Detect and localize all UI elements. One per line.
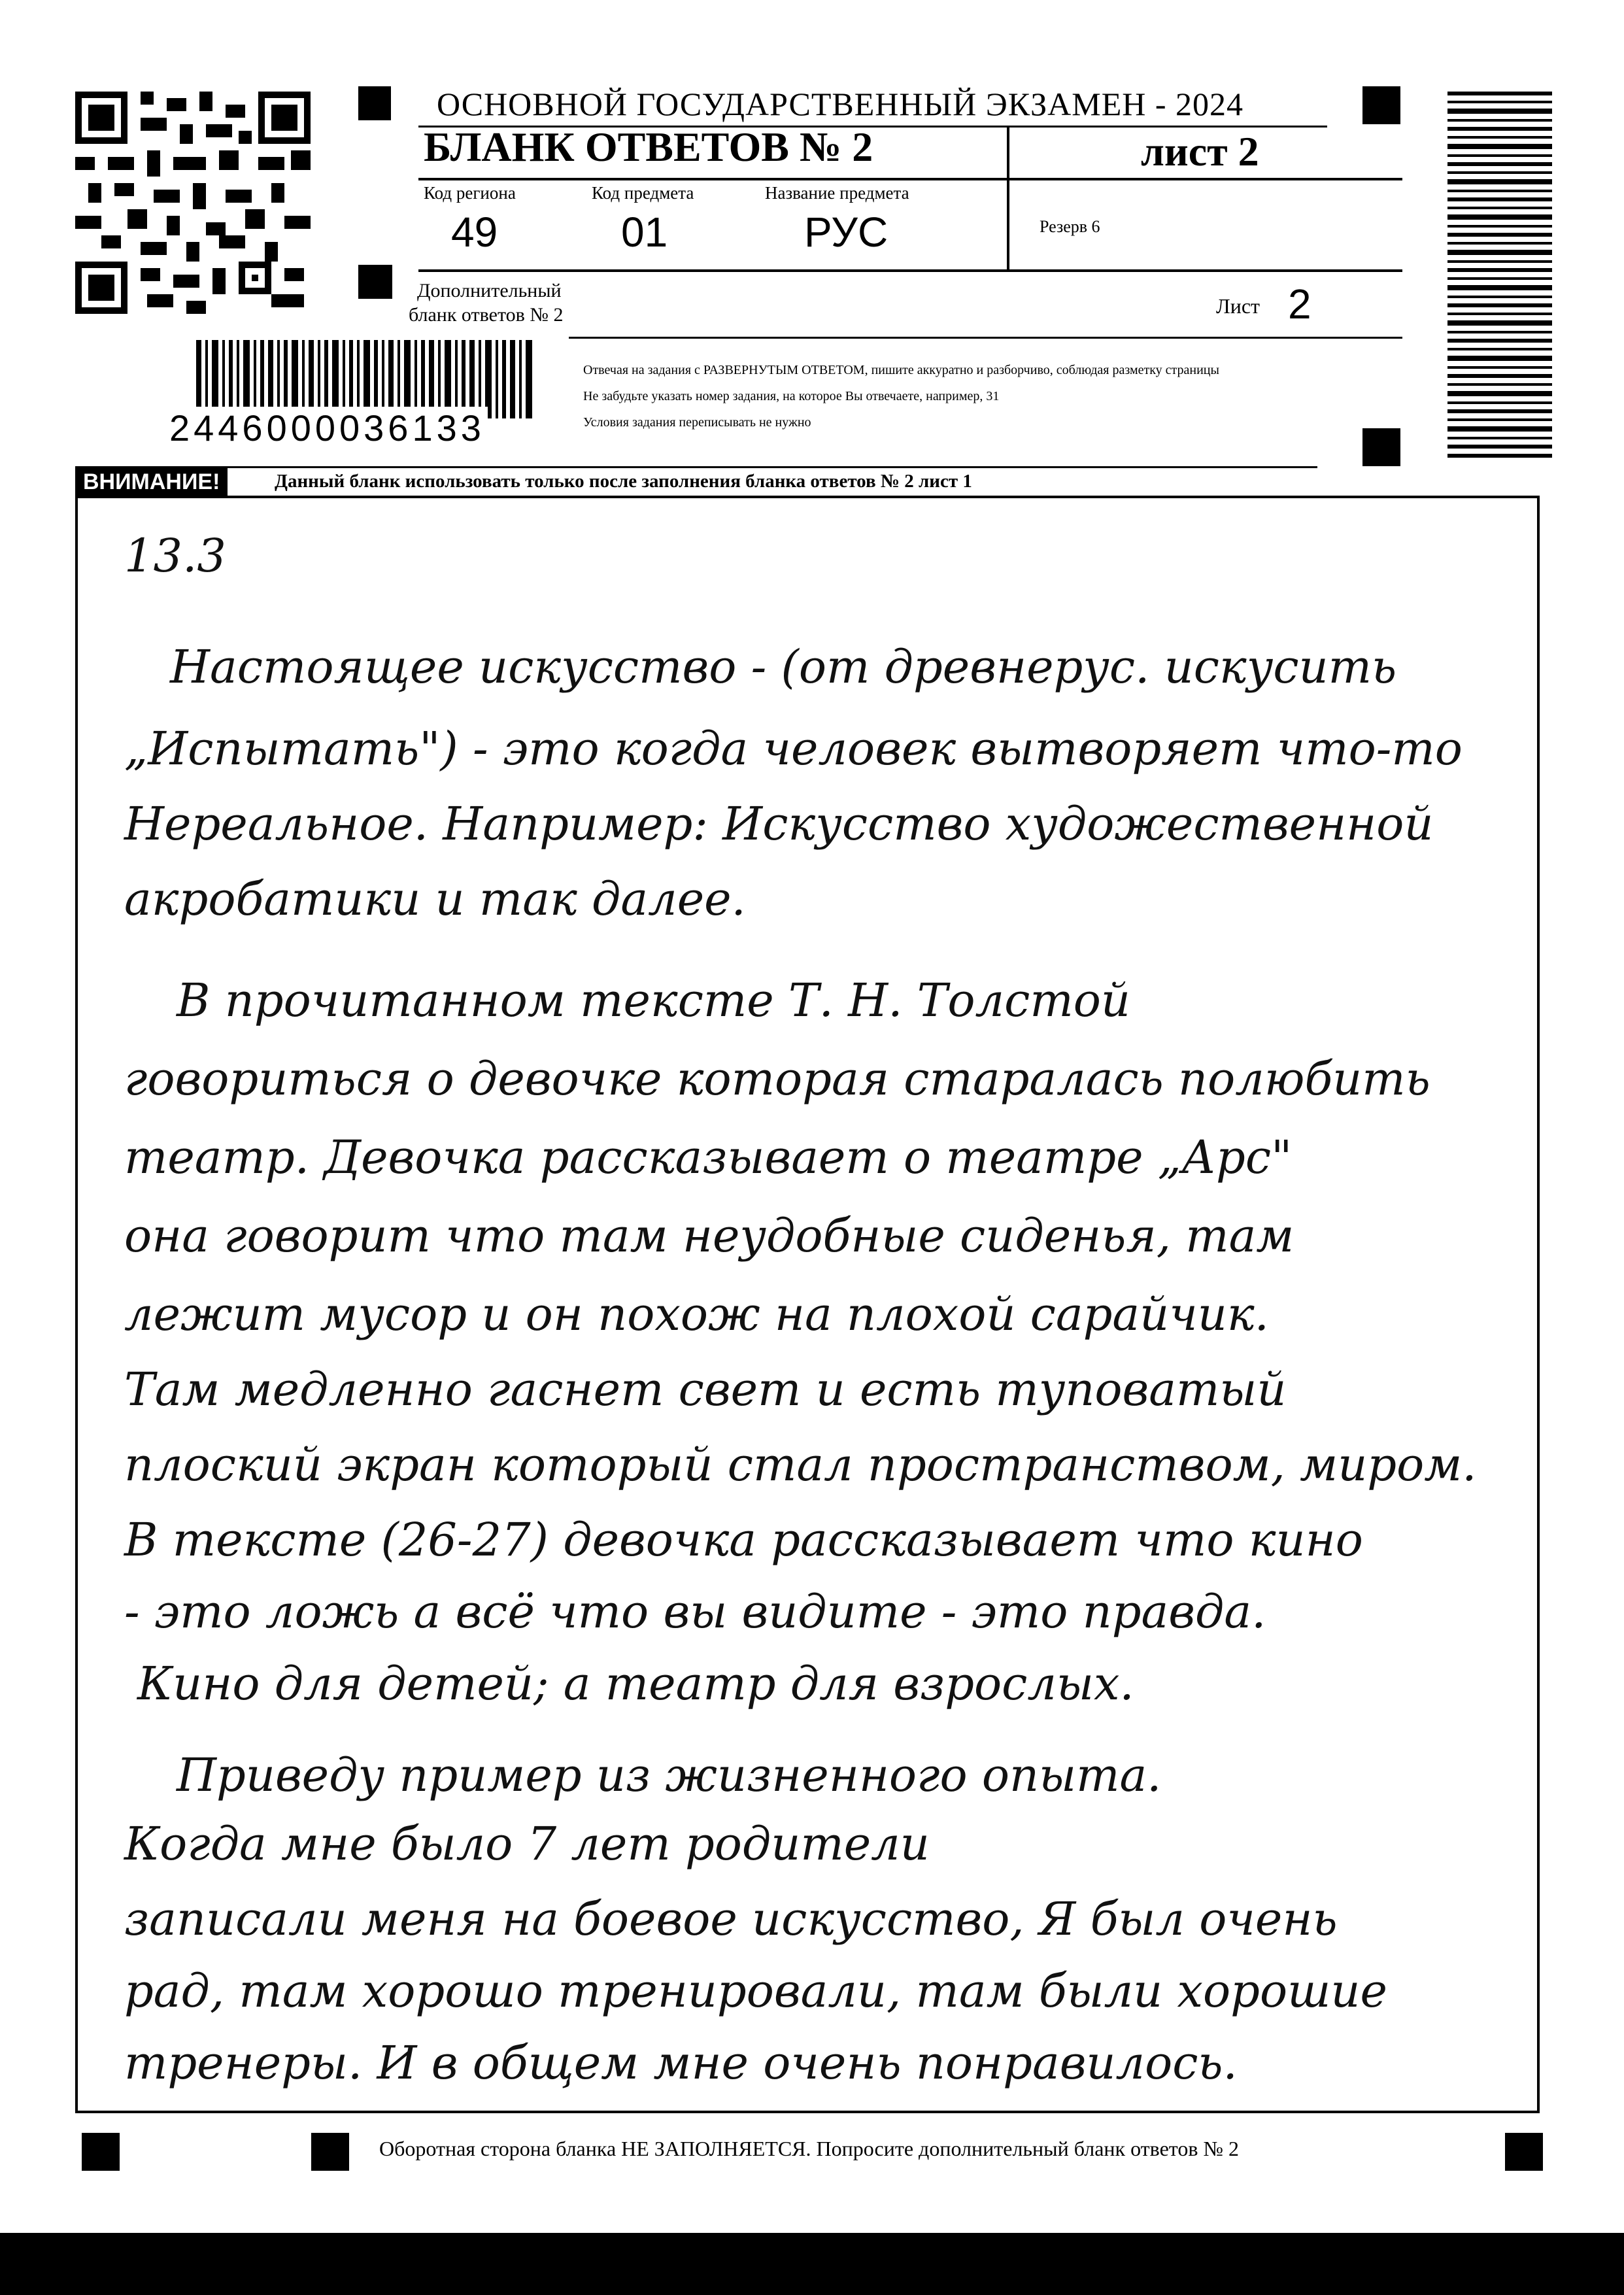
footer-text: Оборотная сторона бланка НЕ ЗАПОЛНЯЕТСЯ. Попросите дополнительный бланк ответов № 2 (379, 2137, 1239, 2160)
registration-mark (1505, 2133, 1543, 2171)
instruction-text: Отвечая на задания с РАЗВЕРНУТЫМ ОТВЕТОМ, пишите аккуратно и разборчиво, соблюдая разметку страницы (583, 363, 1219, 377)
list-label: Лист (1216, 294, 1260, 318)
subject-code-label: Код предмета (592, 183, 694, 203)
divider (75, 466, 1317, 468)
answer-line: Нереальное. Например: Искусство художественной (124, 797, 1434, 851)
list-number: 2 (1288, 280, 1311, 328)
additional-form-label: Дополнительный (417, 280, 562, 301)
form-title: БЛАНК ОТВЕТОВ № 2 (424, 124, 873, 170)
registration-mark (358, 265, 392, 299)
subject-code: 01 (621, 209, 668, 256)
answer-line: она говорит что там неудобные сиденья, там (124, 1209, 1294, 1263)
answer-line: акробатики и так далее. (124, 872, 746, 926)
bottom-scan-border (0, 2233, 1624, 2295)
registration-mark (1362, 428, 1400, 466)
divider (569, 337, 1402, 339)
region-code-label: Код региона (424, 183, 516, 203)
registration-mark (82, 2133, 120, 2171)
answer-line: В прочитанном тексте Т. Н. Толстой (177, 974, 1130, 1027)
answer-line: плоский экран который стал пространством, миром. (124, 1438, 1477, 1491)
divider (418, 178, 1402, 180)
registration-mark (1362, 86, 1400, 124)
answer-line: театр. Девочка рассказывает о театре „Арс" (124, 1130, 1293, 1184)
additional-form-label: бланк ответов № 2 (409, 304, 564, 326)
answer-line: Когда мне было 7 лет родители (124, 1817, 930, 1871)
divider (418, 269, 1402, 272)
instruction-text: Не забудьте указать номер задания, на которое Вы отвечаете, например, 31 (583, 389, 1000, 403)
answer-line: записали меня на боевое искусство, Я был очень (124, 1892, 1338, 1946)
qr-code-icon (75, 92, 311, 314)
registration-mark (311, 2133, 349, 2171)
answer-line: рад, там хорошо тренировали, там были хорошие (124, 1964, 1387, 2018)
instruction-text: Условия задания переписывать не нужно (583, 415, 811, 430)
answer-line: Там медленно гаснет свет и есть туповатый (124, 1363, 1287, 1416)
answer-line: Приведу пример из жизненного опыта. (177, 1748, 1162, 1802)
sheet-label: лист 2 (1141, 128, 1259, 175)
answer-line: „Испытать") - это когда человек вытворяет что-то (124, 722, 1463, 775)
task-number: 13.3 (124, 529, 226, 583)
answer-line: Кино для детей; а театр для взрослых. (137, 1657, 1134, 1710)
barcode-number: 2446000036133 (167, 407, 488, 449)
registration-mark (358, 86, 391, 120)
attention-badge: ВНИМАНИЕ! (75, 468, 228, 496)
answer-line: тренеры. И в общем мне очень понравилось. (124, 2036, 1238, 2090)
answer-line: говориться о девочке которая старалась полюбить (124, 1052, 1430, 1106)
divider (1007, 126, 1009, 269)
reserve-label: Резерв 6 (1040, 217, 1100, 236)
subject-name-label: Название предмета (765, 183, 909, 203)
exam-title: ОСНОВНОЙ ГОСУДАРСТВЕННЫЙ ЭКЗАМЕН - 2024 (437, 86, 1243, 122)
answer-line: - это ложь а всё что вы видите - это правда. (124, 1585, 1266, 1639)
region-code: 49 (451, 209, 498, 256)
answer-line: лежит мусор и он похож на плохой сарайчик. (124, 1287, 1269, 1341)
answer-line: Настоящее искусство - (от древнерус. искусить (170, 640, 1397, 694)
notice-text: Данный бланк использовать только после заполнения бланка ответов № 2 лист 1 (275, 471, 972, 492)
vertical-barcode-icon (1447, 92, 1552, 458)
subject-name: РУС (804, 209, 888, 256)
answer-line: В тексте (26-27) девочка рассказывает что кино (124, 1513, 1363, 1567)
